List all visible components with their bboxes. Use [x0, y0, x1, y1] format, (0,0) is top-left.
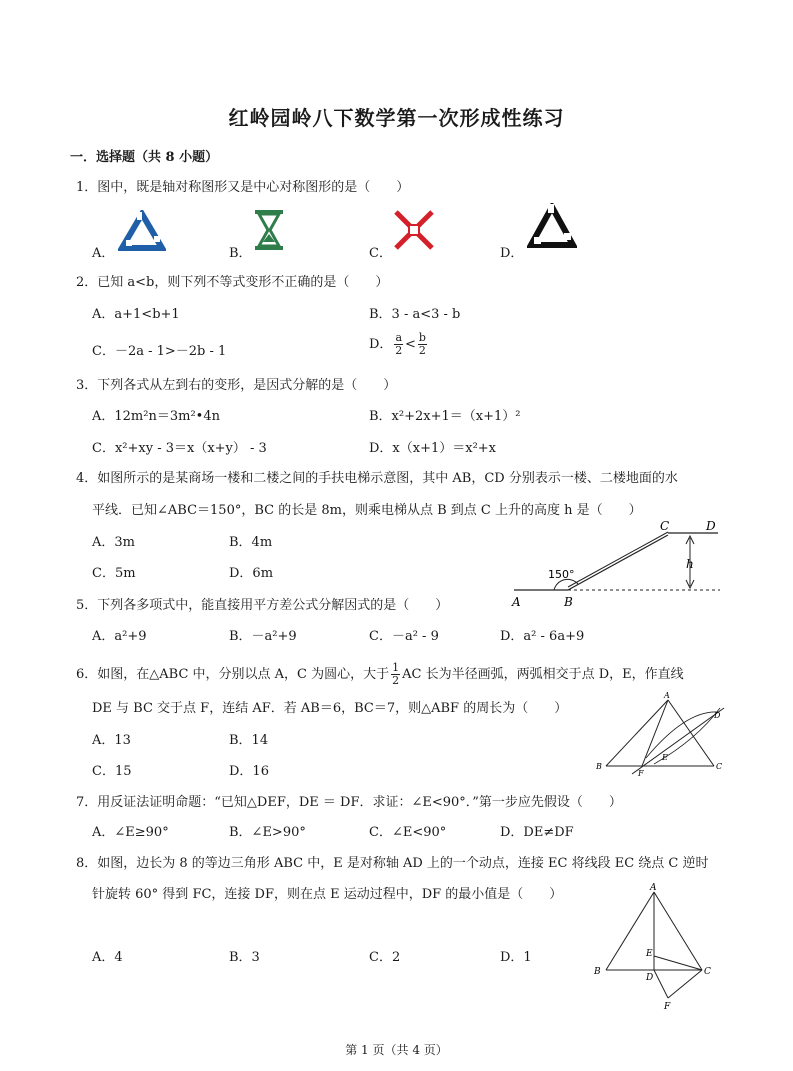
q6-line1: 6．如图，在△ABC 中，分别以点 A，C 为圆心，大于 $\frac{1}{2}$ AC 长为半径画弧，两弧相交于点 D，E，作直线 [76, 661, 684, 687]
q3-stem: 3．下列各式从左到右的变形，是因式分解的是（ ） [76, 378, 397, 393]
q2-option-d: D． $\frac{a}{2}$ < $\frac{b}{2}$ [369, 331, 426, 357]
q8-option-d: D．1 [500, 950, 532, 965]
q6-label-c: C [716, 762, 723, 771]
q2-option-b: B．3 - a<3 - b [369, 307, 461, 322]
q6-triangle-figure [596, 690, 732, 780]
q4-label-b: B [564, 595, 573, 609]
recycle-black-icon [527, 203, 577, 249]
section-heading: 一．选择题（共 8 小题） [70, 150, 219, 165]
q8-triangle-figure [592, 882, 724, 1014]
q2-option-a: A．a+1<b+1 [92, 307, 180, 322]
q4-escalator-figure [506, 518, 728, 610]
q4-label-angle: 150° [548, 568, 575, 581]
q4-option-c: C．5m [92, 566, 136, 581]
q8-label-b: B [594, 967, 601, 977]
q6-option-b: B．14 [229, 733, 269, 748]
q4-line2: 平线．已知∠ABC＝150°，BC 的长是 8m，则乘电梯从点 B 到点 C 上升的高度 h 是（ ） [92, 503, 642, 518]
q2-option-c: C．－2a - 1>－2b - 1 [92, 344, 227, 359]
q1-option-c: C． [369, 246, 392, 261]
q3-option-d: D．x（x+1）＝x²+x [369, 441, 497, 456]
page-footer: 第 1 页（共 4 页） [345, 1043, 448, 1057]
q3-option-a: A．12m²n＝3m²•4n [92, 409, 220, 424]
q4-option-d: D．6m [229, 566, 274, 581]
q4-option-a: A．3m [92, 535, 135, 550]
q6-label-d: D [714, 711, 721, 720]
q7-stem: 7．用反证法证明命题：“已知△DEF，DE ＝ DF．求证：∠E<90°．”第一步应先假设（ ） [76, 795, 622, 810]
q4-label-c: C [660, 519, 670, 533]
q4-label-a: A [512, 595, 521, 609]
q7-option-a: A．∠E≥90° [92, 825, 169, 840]
recycle-blue-icon [118, 210, 166, 252]
q6-option-c: C．15 [92, 764, 132, 779]
page-title: 红岭园岭八下数学第一次形成性练习 [228, 106, 565, 130]
q8-label-a: A [650, 883, 657, 893]
q6-label-a: A [664, 691, 670, 700]
q6-label-e: E [662, 753, 668, 762]
hourglass-green-icon [253, 208, 285, 252]
q8-line1: 8．如图，边长为 8 的等边三角形 ABC 中，E 是对称轴 AD 上的一个动点，连接 EC 将线段 EC 绕点 C 逆时 [76, 856, 709, 871]
q6-line2: DE 与 BC 交于点 F，连结 AF．若 AB＝6，BC＝7，则△ABF 的周长为（ ） [92, 701, 568, 716]
q4-label-h: h [686, 557, 694, 571]
q4-line1: 4．如图所示的是某商场一楼和二楼之间的手扶电梯示意图，其中 AB，CD 分别表示一楼、二楼地面的水 [76, 471, 678, 486]
q1-stem: 1．图中，既是轴对称图形又是中心对称图形的是（ ） [76, 180, 410, 195]
q4-option-b: B．4m [229, 535, 273, 550]
q8-label-e: E [646, 949, 653, 959]
q8-option-a: A．4 [92, 950, 123, 965]
q5-option-b: B．－a²+9 [229, 629, 297, 644]
q3-option-c: C．x²+xy - 3＝x（x+y） - 3 [92, 441, 267, 456]
q3-option-b: B．x²+2x+1＝（x+1）² [369, 409, 521, 424]
q1-option-a: A． [92, 246, 115, 261]
q6-option-a: A．13 [92, 733, 131, 748]
q8-label-c: C [704, 967, 711, 977]
q1-option-d: D． [500, 246, 524, 261]
q6-label-b: B [596, 762, 602, 771]
q5-option-d: D．a² - 6a+9 [500, 629, 585, 644]
q7-option-b: B．∠E>90° [229, 825, 306, 840]
q5-stem: 5．下列各多项式中，能直接用平方差公式分解因式的是（ ） [76, 598, 449, 613]
cross-red-icon [392, 208, 436, 252]
q2-stem: 2．已知 a<b，则下列不等式变形不正确的是（ ） [76, 275, 389, 290]
q7-option-d: D．DE≠DF [500, 825, 574, 840]
q8-label-d: D [646, 973, 654, 983]
q5-option-a: A．a²+9 [92, 629, 147, 644]
q4-label-d: D [706, 519, 716, 533]
q5-option-c: C．－a² - 9 [369, 629, 439, 644]
q7-option-c: C．∠E<90° [369, 825, 447, 840]
q8-label-f: F [664, 1002, 671, 1012]
q1-option-b: B． [229, 246, 252, 261]
q6-option-d: D．16 [229, 764, 269, 779]
q8-line2: 针旋转 60° 得到 FC，连接 DF，则在点 E 运动过程中，DF 的最小值是（ ） [92, 887, 563, 902]
q8-option-c: C．2 [369, 950, 401, 965]
q8-option-b: B．3 [229, 950, 260, 965]
q6-label-f: F [638, 769, 644, 778]
